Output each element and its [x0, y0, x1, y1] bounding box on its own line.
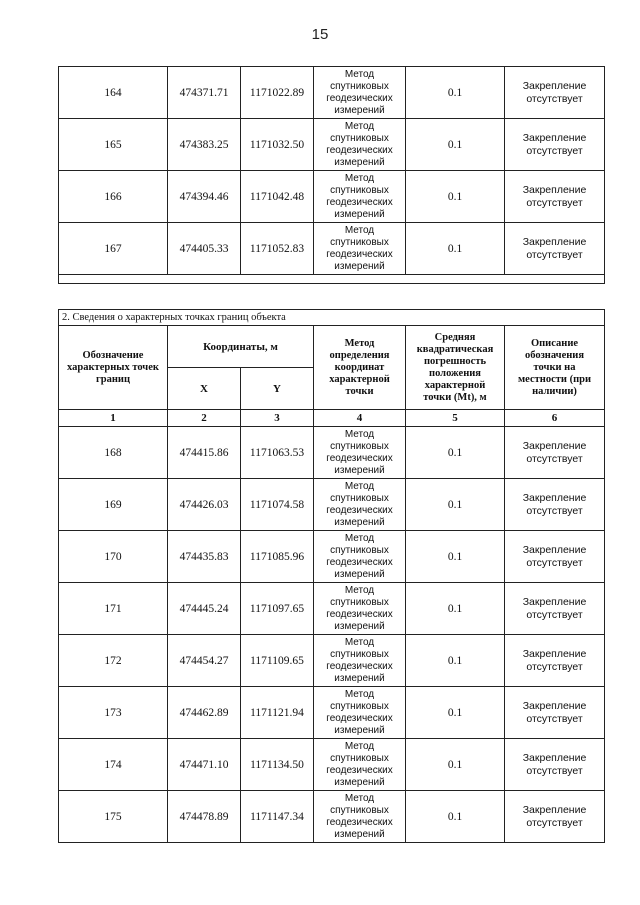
table-row	[59, 119, 605, 171]
x-coordinate-cell: 474471.10	[168, 739, 241, 791]
point-id-cell: 172	[59, 635, 168, 687]
column-number-cell: 6	[505, 410, 605, 427]
header-coordinates: Координаты, м	[168, 326, 314, 368]
y-coordinate-cell: 1171097.65	[241, 583, 314, 635]
header-designation: Обозначение характерных точек границ	[59, 326, 168, 410]
x-coordinate-cell: 474394.46	[168, 171, 241, 223]
point-id-cell: 166	[59, 171, 168, 223]
x-coordinate-cell: 474435.83	[168, 531, 241, 583]
fixing-description-cell: Закрепление отсутствует	[505, 427, 605, 479]
x-coordinate-cell: 474445.24	[168, 583, 241, 635]
column-number-cell: 5	[406, 410, 505, 427]
header-y: Y	[241, 368, 314, 410]
accuracy-cell: 0.1	[406, 791, 505, 843]
accuracy-cell: 0.1	[406, 171, 505, 223]
table-footer-cell	[59, 275, 605, 284]
point-id-cell: 175	[59, 791, 168, 843]
table-row	[59, 67, 605, 119]
y-coordinate-cell: 1171085.96	[241, 531, 314, 583]
table-row	[59, 171, 605, 223]
fixing-description-cell: Закрепление отсутствует	[505, 67, 605, 119]
fixing-description-cell: Закрепление отсутствует	[505, 479, 605, 531]
accuracy-cell: 0.1	[406, 739, 505, 791]
x-coordinate-cell: 474371.71	[168, 67, 241, 119]
header-x: X	[168, 368, 241, 410]
method-cell: Метод спутниковых геодезических измерений	[314, 531, 406, 583]
header-accuracy: Средняя квадратическая погрешность положения характерной точки (Mt), м	[406, 326, 505, 410]
table-row	[59, 479, 605, 531]
fixing-description-cell: Закрепление отсутствует	[505, 635, 605, 687]
method-cell: Метод спутниковых геодезических измерений	[314, 791, 406, 843]
x-coordinate-cell: 474415.86	[168, 427, 241, 479]
method-cell: Метод спутниковых геодезических измерений	[314, 119, 406, 171]
x-coordinate-cell: 474478.89	[168, 791, 241, 843]
fixing-description-cell: Закрепление отсутствует	[505, 687, 605, 739]
x-coordinate-cell: 474462.89	[168, 687, 241, 739]
point-id-cell: 168	[59, 427, 168, 479]
point-id-cell: 171	[59, 583, 168, 635]
accuracy-cell: 0.1	[406, 427, 505, 479]
fixing-description-cell: Закрепление отсутствует	[505, 119, 605, 171]
table-row	[59, 791, 605, 843]
method-cell: Метод спутниковых геодезических измерений	[314, 427, 406, 479]
column-number-row	[59, 410, 605, 427]
y-coordinate-cell: 1171121.94	[241, 687, 314, 739]
method-cell: Метод спутниковых геодезических измерений	[314, 739, 406, 791]
method-cell: Метод спутниковых геодезических измерений	[314, 479, 406, 531]
table-row	[59, 635, 605, 687]
y-coordinate-cell: 1171022.89	[241, 67, 314, 119]
column-number-cell: 3	[241, 410, 314, 427]
y-coordinate-cell: 1171147.34	[241, 791, 314, 843]
fixing-description-cell: Закрепление отсутствует	[505, 531, 605, 583]
fixing-description-cell: Закрепление отсутствует	[505, 583, 605, 635]
column-number-cell: 2	[168, 410, 241, 427]
method-cell: Метод спутниковых геодезических измерений	[314, 635, 406, 687]
table-row	[59, 739, 605, 791]
boundary-points-table	[58, 309, 605, 843]
method-cell: Метод спутниковых геодезических измерений	[314, 583, 406, 635]
y-coordinate-cell: 1171063.53	[241, 427, 314, 479]
point-id-cell: 174	[59, 739, 168, 791]
table-row	[59, 583, 605, 635]
y-coordinate-cell: 1171134.50	[241, 739, 314, 791]
table-row	[59, 427, 605, 479]
accuracy-cell: 0.1	[406, 635, 505, 687]
y-coordinate-cell: 1171042.48	[241, 171, 314, 223]
x-coordinate-cell: 474454.27	[168, 635, 241, 687]
accuracy-cell: 0.1	[406, 687, 505, 739]
method-cell: Метод спутниковых геодезических измерений	[314, 223, 406, 275]
y-coordinate-cell: 1171052.83	[241, 223, 314, 275]
header-description: Описание обозначения точки на местности (при наличии)	[505, 326, 605, 410]
point-id-cell: 165	[59, 119, 168, 171]
method-cell: Метод спутниковых геодезических измерений	[314, 687, 406, 739]
fixing-description-cell: Закрепление отсутствует	[505, 791, 605, 843]
page-number: 15	[311, 26, 329, 43]
accuracy-cell: 0.1	[406, 67, 505, 119]
y-coordinate-cell: 1171109.65	[241, 635, 314, 687]
accuracy-cell: 0.1	[406, 223, 505, 275]
y-coordinate-cell: 1171032.50	[241, 119, 314, 171]
table-row	[59, 223, 605, 275]
x-coordinate-cell: 474405.33	[168, 223, 241, 275]
x-coordinate-cell: 474426.03	[168, 479, 241, 531]
table-footer-row	[59, 275, 605, 284]
point-id-cell: 170	[59, 531, 168, 583]
fixing-description-cell: Закрепление отсутствует	[505, 223, 605, 275]
coordinates-table-continued	[58, 66, 605, 284]
accuracy-cell: 0.1	[406, 583, 505, 635]
point-id-cell: 164	[59, 67, 168, 119]
header-method: Метод определения координат характерной точки	[314, 326, 406, 410]
accuracy-cell: 0.1	[406, 479, 505, 531]
table-row	[59, 531, 605, 583]
method-cell: Метод спутниковых геодезических измерений	[314, 67, 406, 119]
y-coordinate-cell: 1171074.58	[241, 479, 314, 531]
fixing-description-cell: Закрепление отсутствует	[505, 171, 605, 223]
method-cell: Метод спутниковых геодезических измерений	[314, 171, 406, 223]
point-id-cell: 167	[59, 223, 168, 275]
table-caption: 2. Сведения о характерных точках границ объекта	[59, 310, 605, 326]
fixing-description-cell: Закрепление отсутствует	[505, 739, 605, 791]
table-row	[59, 687, 605, 739]
point-id-cell: 173	[59, 687, 168, 739]
accuracy-cell: 0.1	[406, 119, 505, 171]
x-coordinate-cell: 474383.25	[168, 119, 241, 171]
column-number-cell: 1	[59, 410, 168, 427]
point-id-cell: 169	[59, 479, 168, 531]
accuracy-cell: 0.1	[406, 531, 505, 583]
column-number-cell: 4	[314, 410, 406, 427]
